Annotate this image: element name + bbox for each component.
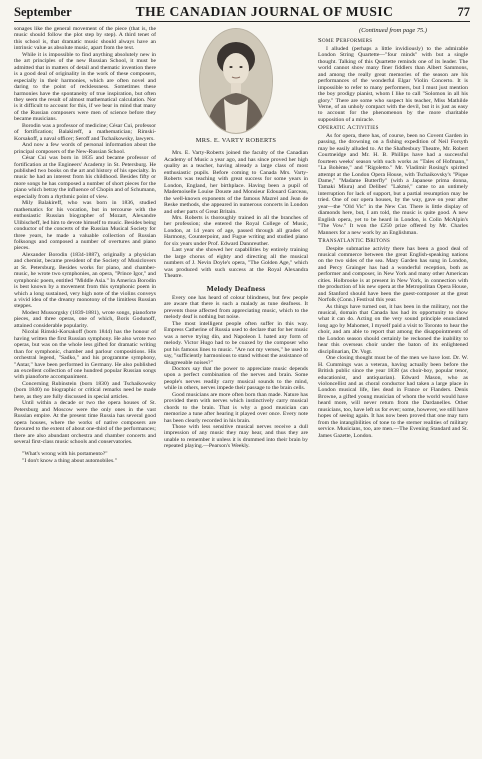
portrait-photo: [199, 28, 273, 134]
paragraph: Doctors say that the power to appreciate music depends upon a perfect combination of the nerves and brain. Some people's nerves readily carry musical sounds to the mind, while in others, nerves impede their passage to the brain cells.: [164, 365, 308, 392]
continued-note: (Continued from page 75.): [359, 27, 427, 34]
paragraph: Modest Mussorgsky (1839-1881), wrote songs, pianoforte pieces, and three operas, one of which, Boris Godunoff, attained considerable popularity.: [14, 309, 156, 329]
paragraph: César Cui was born in 1835 and became professor of fortification at the Engineers' Academy in St. Petersburg. He published two books on the art and history of his specialty. In music he had an interest from his childhood. Besides fifty or more songs he has composed a number of short pieces for the piano which betray the influence of Chopin and of Schumann, especially from a rhythmic point of view.: [14, 155, 156, 200]
section-heading: Melody Deafness: [206, 283, 266, 293]
paragraph: Despite submarine activity there has been a good deal of musical commerce between the great English-speaking nations on the two sides of the sea. Mary Garden has sung in London, and Percy Grainger has had a wonderful reception, both as performer and composer, in New York and many other American cities. Holbrooke is at present in New York, in connection with the production of his new opera at the Metropolitan Opera House, and Stanford should have been the guest-composer at the great Norfolk (Conn.) Festival this year.: [318, 245, 468, 304]
header-month: September: [14, 5, 72, 19]
paragraph: Mrs. Roberts is thoroughly trained in all the branches of her profession; she entered the Royal College of Music, London, at 14 years of age, passed through all grades of Harmony, Counterpoint, and Fugue writing and studied piano for six years under Prof. Edward Dannreuther.: [164, 214, 308, 247]
paragraph: Last year she showed her capabilities by entirely training the large chorus of eighty and directing all the musical numbers of J. Nevin Doyle's opera, "The Golden Age," which was produced with such success at the Royal Alexandra Theatre.: [164, 247, 308, 280]
portrait-caption: MRS. E. VARTY ROBERTS: [195, 137, 277, 144]
portrait-illustration: [200, 29, 272, 133]
paragraph: While it is impossible to find anything absolutely new in the art principles of the new Russian School, it must be admitted that in matters of detail and thematic invention there is a good deal of originality in the work of these composers, especially in their harmonies, which are often novel and daring to the point of recklessness. Sometimes these harmonies have the spontaneity of true inspiration, but often they seem the result of almost mathematical calculation. Nor is it difficult to account for this, if we bear in mind that many of the Russian composers were men of science before they became musicians.: [14, 51, 156, 123]
paragraph: Those with less sensitive musical nerves receive a dull impression of any music they may hear, and thus they are unable to remember it unless it is drummed into their brain by repeated playing.—Pearson's Weekly.: [164, 424, 308, 450]
paragraph: Nicolai Rimski-Korsakoff (born 1844) has the honour of having written the first Russian symphony. He also wrote two operas, but was on the whole less gifted for dramatic writing than for symphonic, chamber and parlour compositions. His orchestral legend, "Sadko," and his programme symphony, "Antar," have been performed in Germany. He also published an excellent collection of one hundred popular Russian songs with pianoforte accompaniment.: [14, 329, 156, 381]
paragraph: One closing thought must be of the men we have lost. Dr. W. H. Cummings was a veteran, having actually been before the British public since the year 1838 (as choir-boy, popular tenor, educationist, and antiquarian). Edward Mason, who as violoncellist and as choral conductor had taken a large place in London musical life, lies dead in France or Flanders. Denis Browne, a gifted young musician of whom the world would have heard more, will never return from the Dardanelles. Other musicians, too, have left us for ever; some, however, we still have hopes of seeing again. It has now been proved that one may turn from the intangibilities of tone to the sterner realities of military service. Musicians, too, are men.—The Evening Standard and St. James Gazette, London.: [318, 355, 468, 439]
header-rule: [14, 21, 470, 22]
paragraph: Every one has heard of colour blindness, but few people are aware that there is such a malady as tune deafness. It prevents those affected from appreciating music, which to the melody deaf is nothing but noise.: [164, 294, 308, 321]
paragraph: The most intelligent people often suffer in this way. Empress Catherine of Russia used to declare that for her music was a nerve trying din, and Napoleon I. hated any form of melody. Victor Hugo had to be coaxed by the composer who put his famous lines to music. "Are not my verses," he used to say, "sufficiently harmonious to stand without the assistance of disagreeable noises?": [164, 320, 308, 366]
paragraph: As things have turned out, it has been in the military, not the musical, domain that Canada has had its opportunity to show what it can do. Acting on the very sound principle enunciated long ago by Mahomet, I myself paid a visit to Toronto to hear the choir, and am able to report that among the disappointments of the London season should certainly be reckoned the inability to hear this overseas choir under the baton of its enlightened disciplinarian, Dr. Vogt.: [318, 303, 468, 355]
paragraph: Good musicians are more often born than made. Nature has provided them with nerves which instinctively carry musical chords to the brain. That is why a good musician can memorize a tune after hearing it played over once. Every note has been clearly recorded in his brain.: [164, 391, 308, 424]
joke-line: "I don't know a thing about automobiles.": [22, 457, 117, 464]
header-page-number: 77: [457, 5, 470, 19]
paragraph: As for opera, there has, of course, been no Covent Garden in passing, the drowning on a fishing expedition of Neil Forsyth may be easily alluded to. At the Shaftesbury Theatre, Mr. Robert Courtneidge and Mr. H. B. Phillips have had a successful fourteen weeks' season with such works as "Tales of Hofmann," "La Bohème," and "Rigoletto." Mr. Vladimir Rosing's spirited attempt at the London Opera House, with Tschaikovsky's "Pique Dame," "Madame Butterfly" (with a Japanese prima donna, Tamaki Miura) and Delibes' "Lakmé," came to an untimely interruption for lack of support, but a partial resumption may be tried. One of our opera houses, by the way, gave on year after year—the "Old Vic" in the New Cut. There is little display of diamonds here, but, I am told, the music is quite good. A new English opera, yet to be heard in London, is Colin McAlpin's "The Vow." It won the £250 prize offered by Mr. Charles Manners for a new work by an Englishman.: [318, 132, 468, 236]
paragraph: Concerning Rubinstein (born 1830) and Tschaikowsky (born 1840) no biographic or critical remarks need be made here, as they are fully discussed in special articles.: [14, 380, 156, 400]
paragraph: I alluded (perhaps a little invidiously) to the admirable London String Quartette—"four minds" with but a single thought. Talking of this Quartette reminds one of its leader. The world cannot show many finer fiddlers than Albert Sammons, and among the really great memories of the season are his performances of the wonderful Elgar Violin Concerto. It is impossible to refer to many performers, but I must just mention the boy prodigy pianist, whom I like to call "Solomon in all his glory." There are some who suspect his teacher, Miss Mathilde Verne, of an unholy compact with the devil, but it is just as easy to account for the phenomenon by the more charitable supposition of a miracle.: [318, 45, 468, 123]
column-middle: [164, 26, 308, 755]
paragraph: Mrs. E. Varty-Roberts joined the faculty of the Canadian Academy of Music a year ago, and has since proved her high quality as a teacher, having already a large class of most enthusiastic pupils. Before coming to Canada Mrs. Varty-Roberts was teaching with great success for some years in London, England, her birthplace. Having been a pupil of Mademoiselle Louise Douste and Monsieur Edouard Garceau, the well-known exponents of the famous Mazrel and Jean de Reske methods, she appeared in numerous concerts in London and other parts of Great Britain.: [164, 150, 308, 215]
page-header: [14, 4, 470, 20]
paragraph: Borodin was a professor of medicine; César Cui, professor of fortification; Balakireff, a mathematician; Rimski-Korsakoff, a naval officer; Seroff and Tschaikowsky, lawyers.: [14, 122, 156, 142]
paragraph: Alexander Borodin (1834-1887), originally a physician and chemist, became president of the Society of Musiclovers at St. Petersburg. Besides works for piano, and chamber-music, he wrote two symphonies, an opera, "Prince Igor," and symphonic poem, entitled "Middle Asia." In America Borodin is best known by a movement from this symphonic poem in which a long sustained, very high note of the violins conveys a vivid idea of the dreamy monotony of the limitless Russian steppes.: [14, 251, 156, 310]
paragraph: Mily Balakireff, who was born in 1836, studied mathematics for his vocation, but in tercourse with the enthusiastic Russian biographer of Mozart, Alexandre Ulibischeff, led him to devote himself to music. Besides being conductor of the concerts of the Russian Musical Society for three years, he made a valuable collection of Russian folksongs and composed a number of overtures and piano pieces.: [14, 200, 156, 252]
column-right: [318, 26, 468, 755]
section-heading: Transatlantic Britons: [318, 237, 391, 245]
paragraph: sonages like the general movement of the piece (that is, the music should follow the plot step by step). A third tenet of this school is, that dramatic music should always have an intrinsic value as absolute music, apart from the text.: [14, 26, 156, 52]
paragraph: And now a few words of personal information about the principal composers of the New-Russian School.: [14, 142, 156, 155]
header-title: THE CANADIAN JOURNAL OF MUSIC: [135, 4, 394, 19]
paragraph: Until within a decade or two the opera houses of St. Petersburg and Moscow were the only ones in the vast Russian empire. At the present time Russia has several good opera houses, where the works of native composers are favoured to the extent of about one-third of the performances; there are also abundant orchestra and chamber concerts and several first-class music schools and conservatories.: [14, 400, 156, 445]
section-heading: Operatic Activities: [318, 124, 379, 132]
column-left: [14, 26, 156, 755]
section-heading: Some Performers: [318, 37, 373, 45]
joke-line: "What's wrong with his portamento?": [22, 451, 108, 458]
